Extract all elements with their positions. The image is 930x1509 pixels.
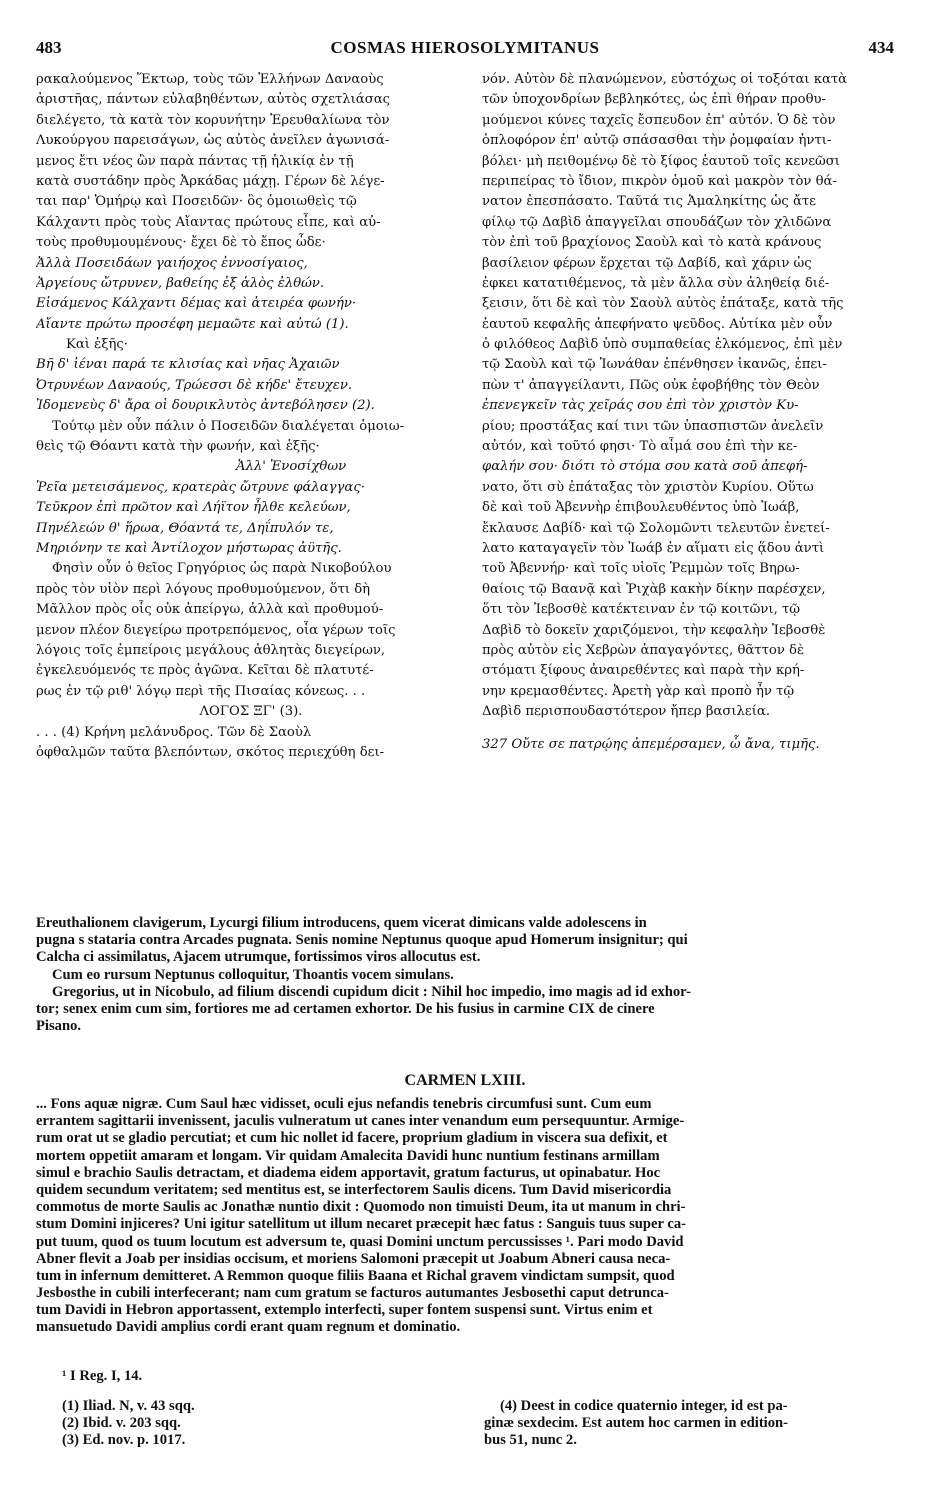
text-line: . . . (4) Κρήνη μελάνυδρος. Τῶν δὲ Σαοὺλ [36,724,312,740]
text-line: ὁπλοφόρον ἐπ' αὐτῷ σπάσασθαι τὴν ῥομφαίαν ἠντι- [482,133,832,149]
latin-line: Jesbosthe in cubili interfecerant; nam cum gratum se facturos autumantes Jesbosethi caput detrunca- [36,1285,669,1302]
text-line: νην κρεμασθέντες. Ἀρετὴ γὰρ καὶ προπὸ ἦν τῷ [482,683,795,699]
text-line: βόλει· μὴ πειθομένῳ δὲ τὸ ξίφος ἑαυτοῦ τοῖς κενεῶσι [482,153,840,169]
latin-line: mansuetudo Davidi amplius cordi erant quam regnum et dominatio. [36,1319,461,1336]
text-line: τοῦ Ἀβεννήρ· καὶ τοῖς υἱοῖς Ῥεμμὼν τοῖς Βηρω- [482,561,800,577]
text-line: Δαβὶδ περισπουδαστότερον ἤπερ βασιλεία. [482,704,771,720]
latin-line: Gregorius, ut in Nicobulo, ad filium discendi cupidum dicit : Nihil hoc impedio, imo magis ad id exhor- [52,983,691,1000]
latin-line: simul e brachio Saulis detractam, et diadema eidem apportavit, gratum facturus, ut opinabatur. Hoc [36,1164,661,1181]
text-line: λατο καταγαγεῖν τὸν Ἰωάβ ἐν αἵματι εἰς ᾅδου ἀντὶ [482,540,825,556]
verse-line: Αἴαντε πρώτω προσέφη μεμαῶτε καὶ αὐτώ (1). [36,316,349,332]
text-line: ὁ φιλόθεος Δαβὶδ ὑπὸ συμπαθείας ἑλκόμενος, ἐπὶ μὲν [482,337,843,353]
text-line: Καὶ ἑξῆς· [66,337,128,353]
latin-line: Pisano. [36,1018,82,1035]
text-line: ὅτι τὸν Ἰεβοσθὲ κατέκτειναν ἐν τῷ κοιτῶνι, τῷ [482,602,801,618]
latin-line: Ereuthalionem clavigerum, Lycurgi filium introducens, quem vicerat dimicans valde adolescens in [36,915,647,931]
text-line: τῶν ὑποχονδρίων βεβληκότες, ὡς ἐπὶ θήραν προθυ- [482,92,826,108]
text-line: θαίοις τῷ Βαανᾷ καὶ Ῥιχὰβ κακὴν δίκην παρέσχεν, [482,581,826,597]
verse-line: Ἀλλ' Ἐνοσίχθων [236,459,347,475]
latin-line: tum Davidi in Hebron apportassent, extemplo interfecti, super fontem suspensi sunt. Virtus enim et [36,1302,653,1319]
running-header [36,38,894,62]
verse-line: Ἀλλὰ Ποσειδάων γαιήοχος ἐννοσίγαιος, [36,255,308,271]
verse-line: Βῆ δ' ἰέναι παρά τε κλισίας καὶ νῆας Ἀχαιῶν [36,357,340,373]
greek-column-left [36,70,466,763]
text-line: ται παρ' Ὁμήρῳ καὶ Ποσειδῶν· ὃς ὁμοιωθεὶς τῷ [36,194,357,210]
text-line: Λυκούργου παρεισάγων, ὡς αὐτὸς ἀνεῖλεν ἀγωνισά- [36,133,390,149]
text-line: ρως ἐν τῷ ριθ' λόγῳ περὶ τῆς Πισαίας κόνεως. . . [36,683,366,699]
text-line: νατον ἐπεσπάσατο. Ταῦτά τις Ἀμαληκίτης ὡς ἄτε [482,194,817,210]
text-line: μενον πλέον διεγείρω προτρεπόμενος, οἷα γέρων τοῖς [36,622,396,638]
latin-line: put tuum, quod os tuum locutum est adversum te, quasi Domini unctum percussisses ¹. Pari modo David [36,1233,684,1250]
text-line: βασίλειον φέρων ἔρχεται τῷ Δαβίδ, καὶ χάριν ὡς [482,255,812,271]
latin-line: rum orat ut se gladio percutiat; et cum hic nollet id facere, proprium gladium in viscera sua defixit, et [36,1130,668,1147]
latin-line: Abner flevit a Joab per insidias occisum, et moriens Salomoni præcepit ut Joabum Abneri causa neca- [36,1250,671,1267]
latin-line: commotus de morte Saulis ac Jonathæ nuntio dixit : Quomodo non timuisti Deum, ita ut manum in chri- [36,1199,686,1216]
text-line: Τούτῳ μὲν οὖν πάλιν ὁ Ποσειδῶν διαλέγεται ὁμοιω- [52,418,405,434]
footnotes-left [62,1398,462,1449]
running-title: COSMAS HIEROSOLYMITANUS [330,38,600,57]
text-line: Δαβὶδ τὸ δοκεῖν χαριζόμενοι, τὴν κεφαλὴν Ἰεβοσθὲ [482,622,826,638]
latin-line: pugna s stataria contra Arcades pugnata. Senis nomine Neptunus quoque apud Homerum insignitur; qui [36,932,688,949]
latin-line: Cum eo rursum Neptunus colloquitur, Thoantis vocem simulans. [52,966,454,983]
text-line: πὼν τ' ἀπαγγείλαντι, Πῶς οὐκ ἐφοβήθης τὸν Θεὸν [482,377,820,393]
text-line: μενος ἔτι νέος ὢν παρὰ πάντας τῇ ἡλικίᾳ ἐν τῇ [36,153,354,169]
verse-line: Εἰσάμενος Κάλχαντι δέμας καὶ ἀτειρέα φωνήν· [36,296,357,312]
text-line: ἐπενεγκεῖν τὰς χεῖράς σου ἐπὶ τὸν χριστὸν Κυ- [482,398,799,414]
verse-line: 327 Οὔτε σε πατρῴης ἀπεμέρσαμεν, ὦ ἄνα, τιμῆς. [482,736,820,752]
text-line: πρὸς αὐτὸν εἰς Χεβρὼν ἀπαγαγόντες, θᾶττον δὲ [482,642,805,658]
text-line: φίλῳ τῷ Δαβὶδ ἀπαγγεῖλαι σπουδάζων τὸν χλιδῶνα [482,214,832,230]
page-number-left: 483 [36,38,62,57]
text-line: νατο, ὅτι σὺ ἐπάταξας τὸν χριστὸν Κυρίου. Οὕτω [482,479,814,495]
latin-line: quidem secundum veritatem; sed mentitus est, se interfectorem Saulis dicens. Tum David misericordia [36,1181,672,1198]
carmen-heading: CARMEN LXIII. [404,1072,526,1089]
latin-line: mortem oppetiit amaram et longam. Vir quidam Amalecita Davidi hunc nuntium festinans armillam [36,1147,660,1164]
text-line: ἐγκελευόμενός τε πρὸς ἀγῶνα. Κεῖται δὲ πλατυτέ- [36,663,374,679]
text-line: τοὺς προθυμουμένους· ἔχει δὲ τὸ ἔπος ὧδε· [36,235,326,251]
text-line: Φησὶν οὖν ὁ θεῖος Γρηγόριος ὡς παρὰ Νικοβούλου [52,561,392,577]
text-line: δὲ καὶ τοῦ Ἀβεννὴρ ἐπιβουλευθέντος ὑπὸ Ἰωάβ, [482,500,800,516]
text-line: λόγοις τοῖς ἐμπείροις μεγάλους ἀθλητὰς διεγείρων, [36,642,386,658]
text-line: ξεισιν, ὅτι δὲ καὶ τὸν Σαοὺλ αὐτὸς ἐπάταξε, κατὰ τῆς [482,296,844,312]
footnote: bus 51, nunc 2. [484,1432,577,1448]
verse-line: Ὀτρυνέων Δαναούς, Τρώεσσι δὲ κήδε' ἔτευχεν. [36,377,353,393]
footnote: (3) Ed. nov. p. 1017. [62,1432,186,1448]
latin-line: Calcha ci assimilatus, Ajacem utrumque, fortissimos viros allocutus est. [36,949,481,966]
verse-line: Ἰδομενεὺς δ' ἄρα οἱ δουρικλυτὸς ἀντεβόλησεν (2). [36,398,375,414]
verse-line: Τεῦκρον ἐπὶ πρῶτον καὶ Λήϊτον ἦλθε κελεύων, [36,500,351,516]
text-line: νόν. Αὐτὸν δὲ πλανώμενον, εὐστόχως οἱ τοξόται κατὰ [482,72,848,87]
verse-line: Ῥεῖα μετεισάμενος, κρατερὰς ὤτρυνε φάλαγγας· [36,479,365,495]
text-line: στόματι ξίφους ἀναιρεθέντες καὶ παρὰ τὴν κρή- [482,663,805,679]
text-line: ἑαυτοῦ κεφαλῆς ἀπεφήνατο ψεῦδος. Αὐτίκα μὲν οὖν [482,316,833,332]
text-line: Μᾶλλον πρὸς οἷς οὐκ ἀπείργω, ἀλλὰ καὶ προθυμού- [36,602,384,618]
text-line: ρίου; προστάξας καί τινι τῶν ὑπασπιστῶν ἀνελεῖν [482,418,824,434]
latin-translation-bottom [36,1096,894,1337]
text-line: ἐφκει κατατιθέμενος, τὰ μὲν ἄλλα σὺν ἀληθείᾳ διέ- [482,275,830,291]
greek-column-right [482,70,894,755]
text-line: τὸν ἐπὶ τοῦ βραχίονος Σαοὺλ καὶ τὸ κατὰ κράνους [482,235,822,251]
text-line: θεὶς τῷ Θόαντι κατὰ τὴν φωνήν, καὶ ἑξῆς· [36,439,320,455]
text-line: κατὰ συστάδην πρὸς Ἀρκάδας μάχῃ. Γέρων δὲ λέγε- [36,173,385,189]
verse-line: Ἀργείους ὤτρυνεν, βαθείης ἐξ ἁλὸς ἐλθών. [36,275,325,291]
text-line: τῷ Σαοὺλ καὶ τῷ Ἰωνάθαν ἐπένθησεν ἱκανῶς, ἐπει- [482,357,827,373]
verse-line: Μηριόνην τε καὶ Ἀντίλοχον μήστωρας ἀϋτῆς. [36,540,342,556]
footnote: (4) Deest in codice quaternio integer, id est pa- [500,1398,788,1414]
text-line: διελέγετο, τὰ κατὰ τὸν κορυνήτην Ἐρευθαλίωνα τὸν [36,112,390,128]
latin-line: errantem sagittarii invenissent, jaculis vulneratum ut canes inter venandum eum persequuntur. Armige- [36,1113,685,1130]
text-line: Κάλχαντι πρὸς τοὺς Αἴαντας πρώτους εἶπε, καὶ αὐ- [36,214,381,230]
page-number-right: 434 [868,38,894,57]
latin-line: tor; senex enim cum sim, fortiores me ad certamen exhortor. De his fusius in carmine CIX de cinere [36,1000,655,1017]
text-line: μούμενοι κύνες ταχεῖς ἔσπευδον ἐπ' αὐτόν. Ὁ δὲ τὸν [482,112,836,128]
latin-line: ... Fons aquæ nigræ. Cum Saul hæc vidisset, oculi ejus nefandis tenebris circumfusi sunt. Cum eum [36,1096,652,1112]
latin-line: stum Domini injiceres? Uni igitur satellitum ut illum necaret præcepit hæc fatus : Sanguis tuus super ca- [36,1216,686,1233]
text-line: πρὸς τὸν υἱὸν περὶ λόγους προθυμούμενον, ὅτι δὴ [36,581,371,597]
latin-line: tum in infernum demitteret. A Remmon quoque filiis Baana et Richal gravem vindictam sumpsit, quod [36,1267,675,1284]
text-line: ἔκλαυσε Δαβίδ· καὶ τῷ Σολομῶντι τελευτῶν ἐνετεί- [482,520,830,536]
text-line: αὐτόν, καὶ τοῦτό φησι· Τὸ αἷμά σου ἐπὶ τὴν κε- [482,439,798,455]
text-line: ρακαλούμενος Ἕκτωρ, τοὺς τῶν Ἑλλήνων Δαναοὺς [36,72,384,87]
footnote: (1) Iliad. N, v. 43 sqq. [62,1398,195,1414]
text-line: ὀφθαλμῶν ταῦτα βλεπόντων, σκότος περιεχύθη δει- [36,744,385,760]
verse-line: Πηνέλεών θ' ἥρωα, Θόαντά τε, Δηΐπυλόν τε, [36,520,334,536]
section-heading: ΛΟΓΟΣ ΞΓ' (3). [199,704,303,720]
footnotes-right [484,1398,894,1449]
text-line: ἀριστῆας, πάντων εὐλαβηθέντων, αὐτὸς σχετλιάσας [36,92,391,108]
text-line: φαλήν σου· διότι τὸ στόμα σου κατὰ σοῦ ἀπεφή- [482,459,808,475]
footnote-reference: ¹ I Reg. I, 14. [62,1368,143,1384]
footnote: ginæ sexdecim. Est autem hoc carmen in edition- [484,1415,789,1431]
text-line: περιπείρας τὸ ἴδιον, πικρὸν ὁμοῦ καὶ μακρὸν τὸν θά- [482,173,837,189]
latin-translation-top [36,915,894,1035]
footnote: (2) Ibid. v. 203 sqq. [62,1415,181,1431]
